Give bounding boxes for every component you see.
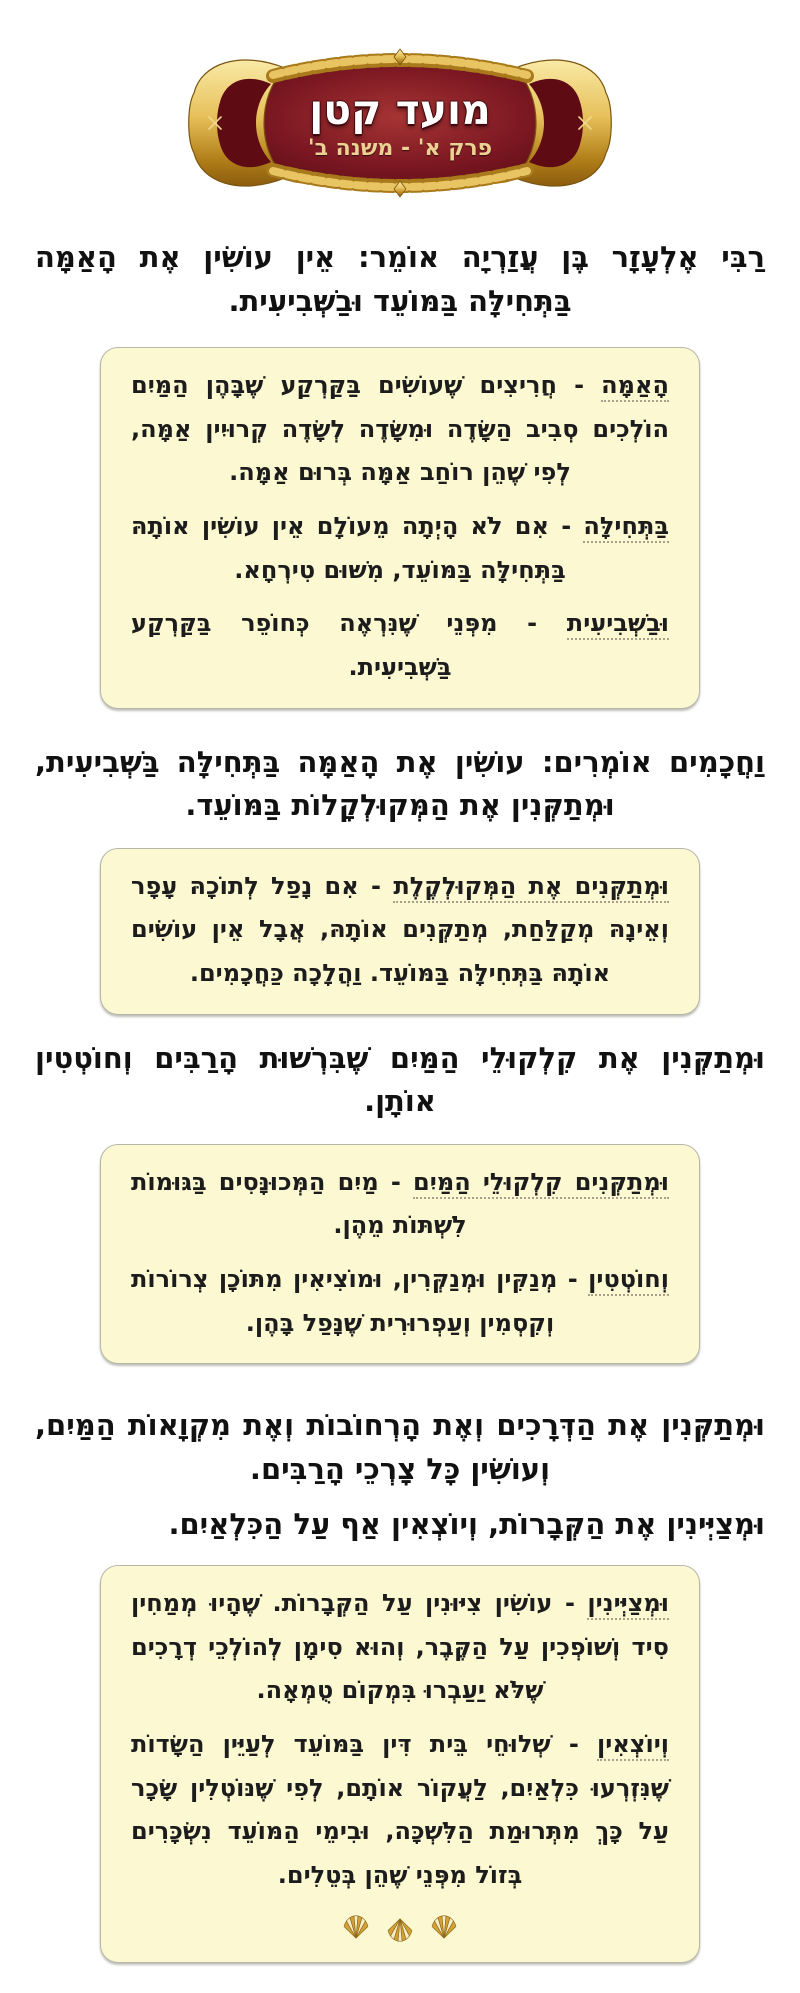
scallop-shell-icon — [429, 1913, 459, 1941]
commentary-lead-word: וּמְצַיְּינִין — [587, 1589, 669, 1620]
commentary-box-1 — [100, 347, 700, 709]
lead-separator: - — [527, 609, 538, 638]
masechet-badge — [185, 48, 615, 198]
commentary-lead-word: הָאַמָּה — [601, 371, 669, 402]
commentary-entry — [131, 1582, 669, 1713]
commentary-body: אִם נָפַל לְתוֹכָהּ עָפָר וְאֵינָהּ מְקַלַּחַת, מְתַקְּנִים אוֹתָהּ, אֲבָל אֵין עוֹשִׂים אוֹתָהּ בַּתְּחִילָּה בַּמּוֹעֵד. וַהֲלָכָה כַּחֲכָמִים. — [131, 871, 669, 988]
mishnah-study-page — [0, 48, 800, 1993]
masechet-title: מועד קטן — [309, 85, 491, 134]
commentary-body: מִפְּנֵי שֶׁנִּרְאֶה כְּחוֹפֵר בַּקַּרְקַע בַּשְּׁבִיעִית. — [131, 609, 498, 682]
lead-separator: - — [568, 1729, 579, 1758]
commentary-entry — [131, 505, 669, 592]
commentary-entry — [131, 1723, 669, 1898]
commentary-box-2 — [100, 848, 700, 1015]
lead-separator: - — [390, 1167, 401, 1196]
commentary-lead-word: וּמְתַקְּנִים קִלְקוּלֵי הַמַּיִם — [413, 1168, 669, 1199]
lead-separator: - — [574, 371, 585, 399]
mishnah-paragraph-4: וּמְתַקְּנִין אֶת הַדְּרָכִים וְאֶת הָרְחוֹבוֹת וְאֶת מִקְוָאוֹת הַמַּיִם, וְעוֹשִׂין כָּל צָרְכֵי הָרַבִּים. — [35, 1408, 765, 1486]
commentary-body: שְׁלוּחֵי בֵּית דִּין בַּמּוֹעֵד לְעַיֵּין הַשָּׂדוֹת שֶׁנִּזְרְעוּ כִּלְאַיִם, לַעֲקוֹר אוֹתָם, לְפִי שֶׁנּוֹטְלִין שָׂכָר עַל כָּךְ מִתְּרוּמַת הַלִּשְׁכָּה, וּבִימֵי הַמּוֹעֵד נִשְׂכָּרִים בְּזוֹל מִפְּנֵי שֶׁהֵן בְּטֵלִים. — [131, 1729, 669, 1889]
commentary-box-4 — [100, 1565, 700, 1963]
shell-ornament-row — [131, 1910, 669, 1944]
commentary-box-3 — [100, 1144, 700, 1365]
commentary-lead-word: וּבַשְּׁבִיעִית — [567, 609, 669, 640]
mishnah-paragraph-1: רַבִּי אֶלְעָזָר בֶּן עֲזַרְיָה אוֹמֵר: אֵין עוֹשִׂין אֶת הָאַמָּה בַּתְּחִילָּה בַּמּוֹעֵד וּבַשְּׁבִיעִית. — [35, 240, 765, 318]
scallop-shell-icon — [385, 1916, 415, 1944]
perek-mishnah-subtitle: פרק א' - משנה ב' — [307, 136, 493, 162]
commentary-entry — [131, 364, 669, 495]
commentary-body: מְנַקִּין וּמְנַקְּרִין, וּמוֹצִיאִין מִתּוֹכָן צְרוֹרוֹת וְקִסְמִין וְעַפְרוּרִית שֶׁנָּפַל בָּהֶן. — [131, 1265, 558, 1337]
mishnah-paragraph-2: וַחֲכָמִים אוֹמְרִים: עוֹשִׂין אֶת הָאַמָּה בַּתְּחִילָּה בַּשְּׁבִיעִית, וּמְתַקְּנִין אֶת הַמְּקוּלְקָלוֹת בַּמּוֹעֵד. — [35, 744, 765, 823]
commentary-lead-word: וְחוֹטְטִין — [588, 1265, 669, 1296]
commentary-lead-word: וְיוֹצְאִין — [597, 1730, 669, 1761]
scallop-shell-icon — [341, 1913, 371, 1941]
mishnah-paragraph-5: וּמְצַיְּינִין אֶת הַקְּבָרוֹת, וְיוֹצְאִין אַף עַל הַכִּלְאַיִם. — [168, 1507, 765, 1542]
commentary-entry — [131, 865, 669, 996]
commentary-body: אִם לֹא הָיְתָה מֵעוֹלָם אֵין עוֹשִׂין אוֹתָהּ בַּתְּחִילָּה בַּמּוֹעֵד, מִשּׁוּם טִירְחָא. — [131, 512, 566, 584]
lead-separator: - — [564, 1588, 575, 1617]
mishnah-paragraph-3: וּמְתַקְּנִין אֶת קִלְקוּלֵי הַמַּיִם שֶׁבִּרְשׁוּת הָרַבִּים וְחוֹטְטִין אוֹתָן. — [35, 1040, 765, 1119]
lead-separator: - — [567, 1265, 578, 1294]
commentary-body: מַיִם הַמְּכוּנָּסִים בַּגּוּמוֹת לִשְׁתּוֹת מֵהֶן. — [131, 1167, 467, 1240]
commentary-body: חֲרִיצִים שֶׁעוֹשִׂים בַּקַּרְקַע שֶׁבָּהֶן הַמַּיִם הוֹלְכִים סְבִיב הַשָּׂדֶה וּמִשָּׂדֶה לְשָׂדֶה קְרוּיִין אַמָּה, לְפִי שֶׁהֵן רוֹחַב אַמָּה בְּרוּם אַמָּה. — [131, 371, 669, 487]
lead-separator: - — [371, 871, 381, 900]
commentary-lead-word: בַּתְּחִילָּה — [583, 512, 669, 543]
commentary-entry — [131, 602, 669, 689]
lead-separator: - — [561, 512, 572, 541]
badge-text — [185, 48, 615, 198]
commentary-entry — [131, 1161, 669, 1248]
commentary-entry — [131, 1258, 669, 1345]
commentary-body: עוֹשִׂין צִיּוּנִין עַל הַקְּבָרוֹת. שֶׁהָיוּ מְמַחִין סִיד וְשׁוֹפְכִין עַל הַקֶּבֶר, וְהוּא סִימָן לְהוֹלְכֵי דְרָכִים שֶׁלֹּא יַעַבְרוּ בִּמְקוֹם טֻמְאָה. — [131, 1588, 669, 1705]
commentary-lead-word: וּמְתַקְּנִים אֶת הַמְּקוּלְקֶלֶת — [393, 872, 669, 903]
